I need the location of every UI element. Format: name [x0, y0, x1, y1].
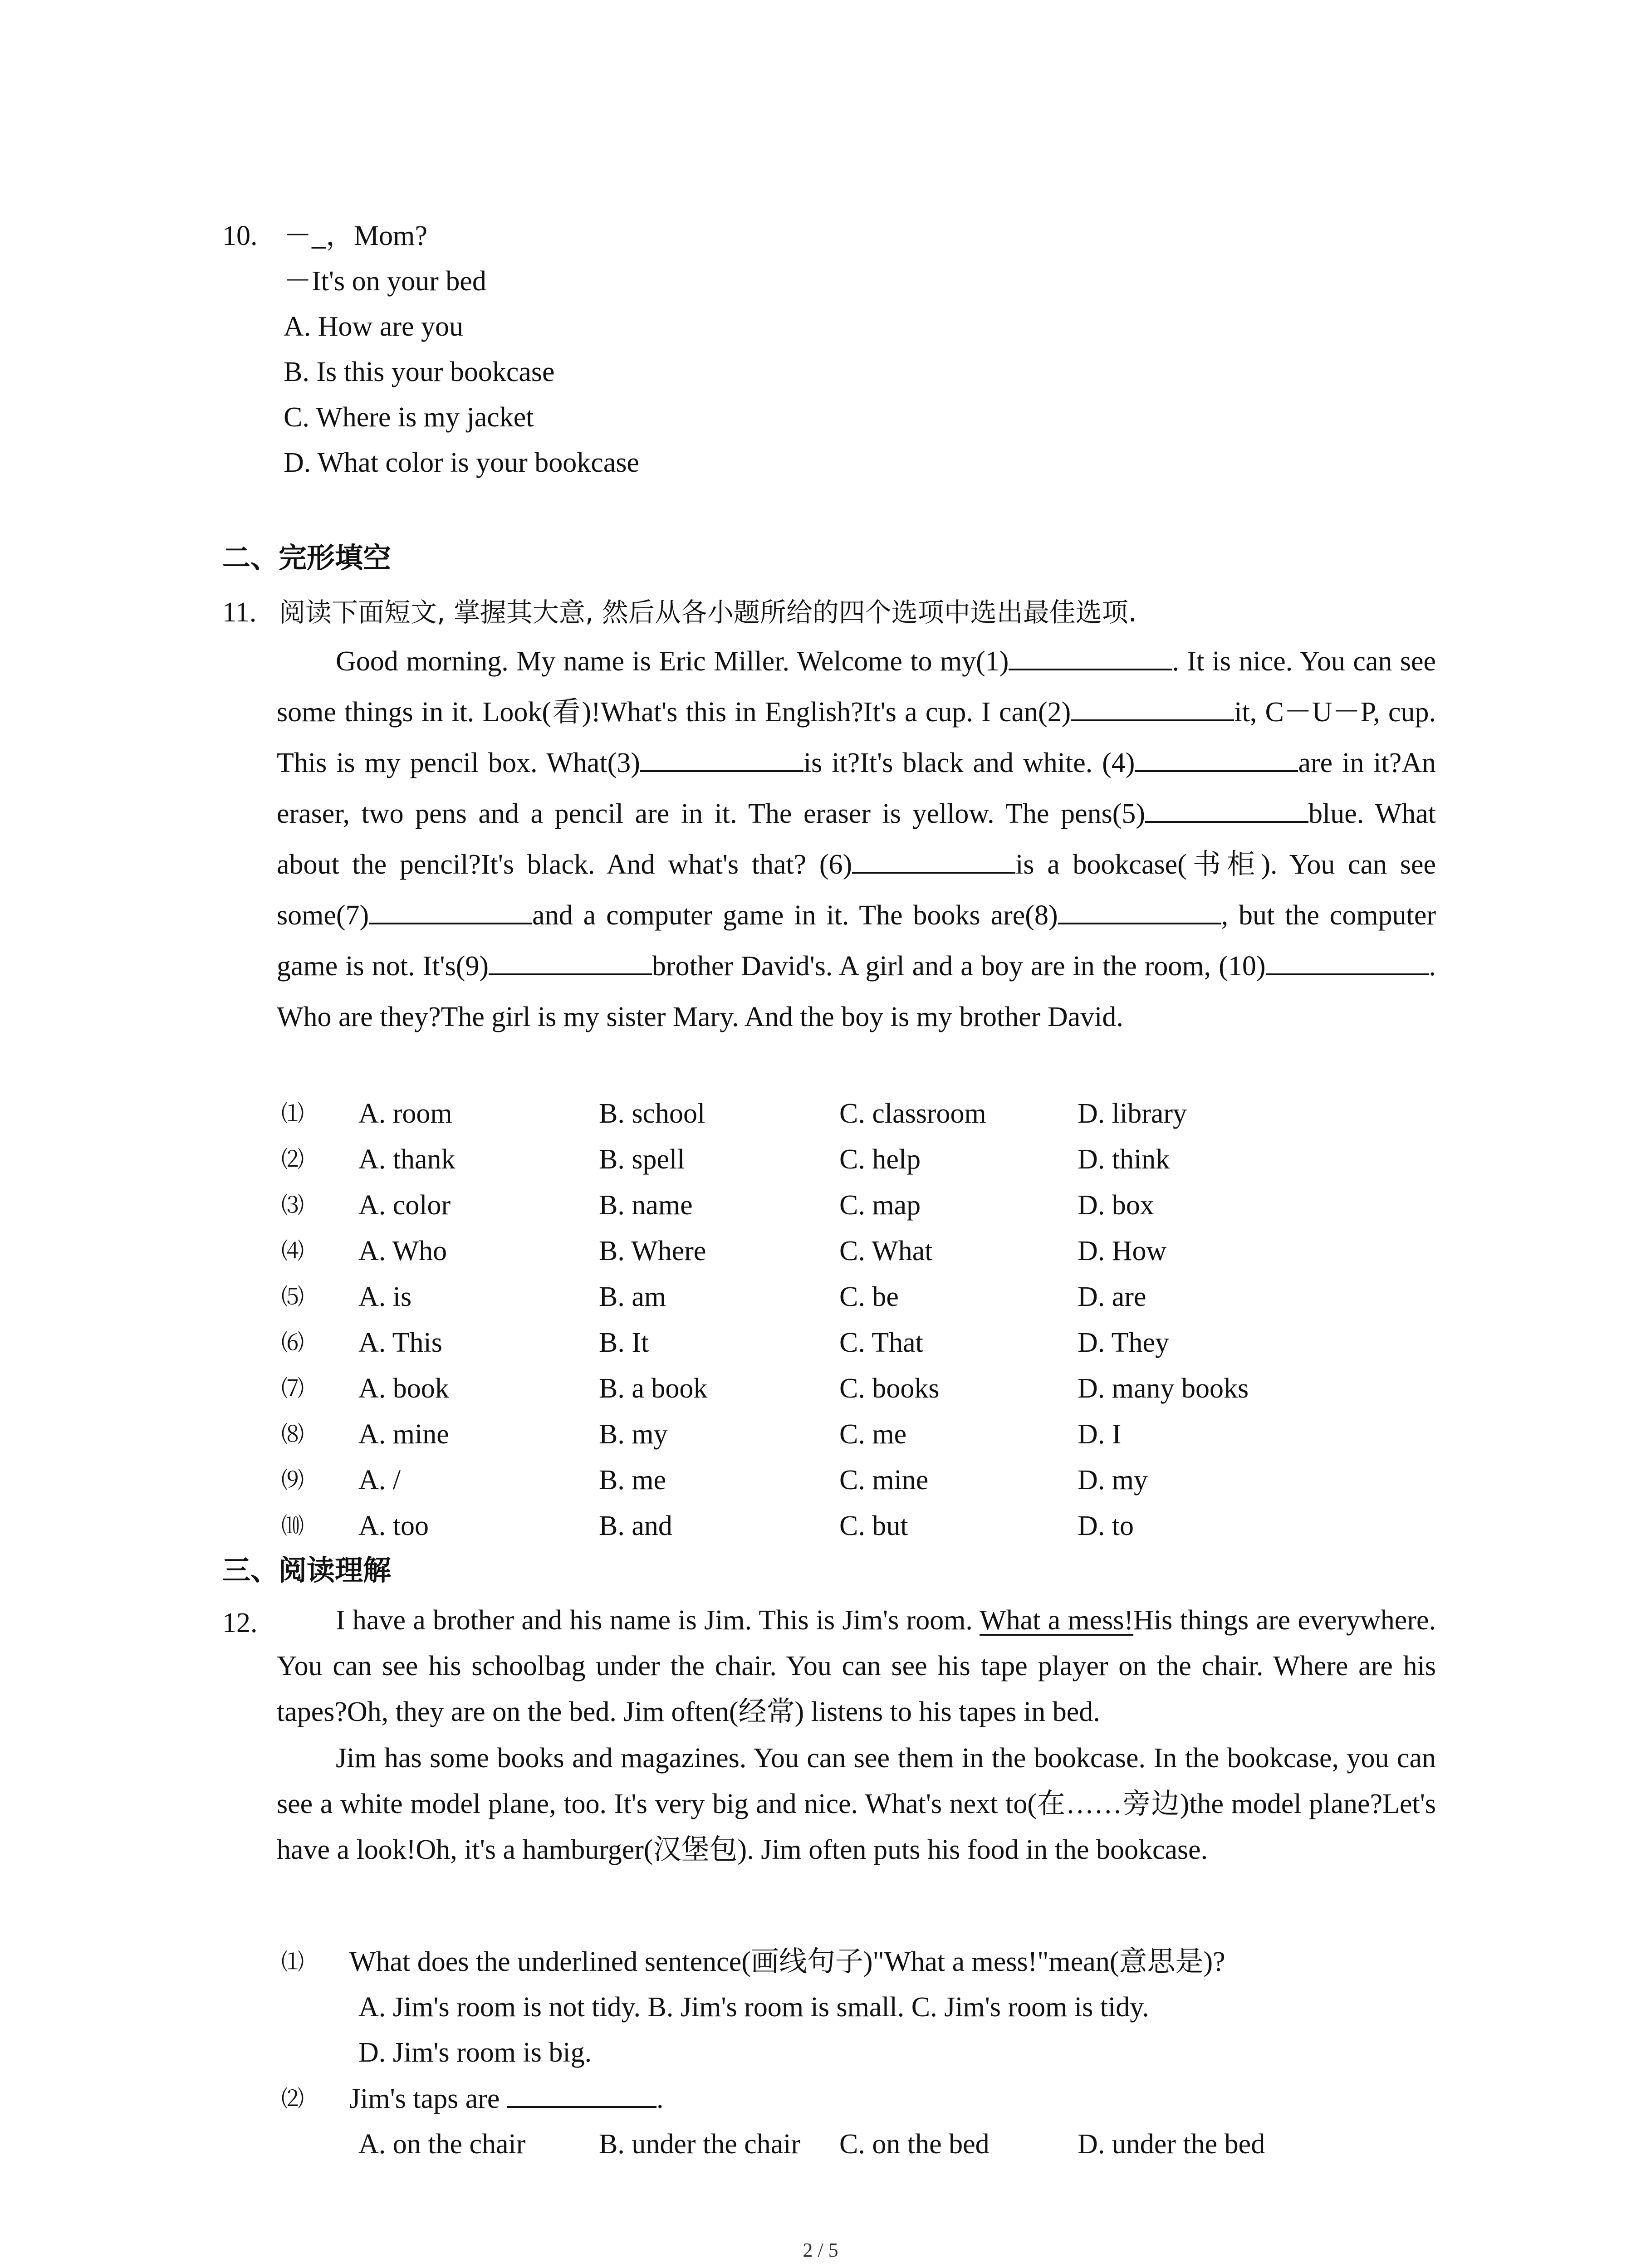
choice-row — [281, 1457, 1461, 1503]
answer-blank — [507, 2078, 656, 2108]
passage-text: , but the computer game is not. It's(9) — [277, 900, 1436, 982]
choice-option-d: D. think — [1078, 1144, 1170, 1175]
choice-row — [281, 1228, 1461, 1274]
sub-question-stem: What does the underlined sentence(画线句子)"What a mess!"mean(意思是)? — [349, 1946, 1225, 1977]
passage-text: is a bookcase(书柜). You can see some(7) — [277, 849, 1436, 931]
choice-option-b: B. and — [599, 1510, 672, 1541]
choice-option-d: D. my — [1078, 1465, 1148, 1496]
choice-option-b: B. It — [599, 1327, 649, 1358]
choice-option-a: A. This — [358, 1327, 442, 1358]
blank-4 — [1135, 742, 1298, 772]
page-number: 2 / 5 — [803, 2239, 838, 2261]
sub-question-options: D. Jim's room is big. — [358, 2037, 592, 2068]
section-heading-cloze: 二、完形填空 — [222, 541, 392, 574]
choice-number: ⑻ — [281, 1421, 304, 1447]
stem-text: . — [656, 2083, 664, 2114]
blank-6 — [852, 844, 1015, 874]
blank-5 — [1145, 793, 1308, 823]
section-heading-reading: 三、阅读理解 — [222, 1554, 392, 1587]
choice-option-d: D. They — [1078, 1327, 1170, 1358]
choice-option-d: D. to — [1078, 1510, 1134, 1541]
choice-option-a: A. thank — [358, 1144, 456, 1175]
choice-option-a: A. is — [358, 1281, 412, 1312]
reading-paragraph-1 — [277, 1598, 1436, 1735]
option-c: C. Where is my jacket — [284, 402, 534, 433]
instruction: 阅读下面短文, 掌握其大意, 然后从各小题所给的四个选项中选出最佳选项. — [279, 597, 1137, 628]
choice-number: ⑷ — [281, 1238, 304, 1264]
question-stem: －_，Mom? — [284, 220, 427, 251]
choice-option-d: D. box — [1078, 1190, 1154, 1221]
option-c: C. on the bed — [839, 2129, 989, 2160]
passage-text: and a computer game in it. The books are(8) — [532, 900, 1058, 931]
choice-number: ⑶ — [281, 1192, 304, 1218]
sub-question-2 — [281, 2076, 1461, 2121]
choice-row — [281, 1274, 1461, 1320]
question-number: 11. — [222, 597, 257, 628]
choice-option-c: C. books — [839, 1373, 940, 1404]
choice-row — [281, 1366, 1461, 1411]
choice-option-b: B. spell — [599, 1144, 685, 1175]
choice-option-b: B. a book — [599, 1373, 708, 1404]
sub-question-options: A. Jim's room is not tidy. B. Jim's room is small. C. Jim's room is tidy. — [358, 1992, 1149, 2023]
choice-row — [281, 1503, 1461, 1549]
choice-option-c: C. me — [839, 1419, 907, 1450]
choice-option-c: C. but — [839, 1510, 908, 1541]
passage-text: is it?It's black and white. (4) — [803, 748, 1135, 778]
choice-option-c: C. classroom — [839, 1098, 986, 1129]
choice-option-b: B. Where — [599, 1236, 706, 1266]
blank-7 — [369, 894, 532, 924]
passage-text: are in it?An eraser, two pens and a pencil are in it. The eraser is yellow. The pens(5) — [277, 748, 1436, 829]
choice-number: ⑵ — [281, 1146, 304, 1173]
choice-row — [281, 1183, 1461, 1228]
option-b: B. under the chair — [599, 2129, 801, 2160]
choice-option-a: A. mine — [358, 1419, 449, 1450]
choice-option-a: A. too — [358, 1510, 429, 1541]
sub-question-2-options — [358, 2121, 1447, 2167]
choice-option-c: C. mine — [839, 1465, 929, 1496]
choice-row — [281, 1412, 1461, 1457]
choice-option-d: D. many books — [1078, 1373, 1249, 1404]
choice-row — [281, 1091, 1461, 1136]
option-a: A. How are you — [284, 311, 464, 342]
passage-text: . Who are they?The girl is my sister Mary. And the boy is my brother David. — [277, 951, 1436, 1032]
blank-8 — [1058, 894, 1221, 924]
choice-row — [281, 1320, 1461, 1365]
passage-text: it, C－U－P, cup. This is my pencil box. What(3) — [277, 697, 1436, 778]
choice-option-d: D. library — [1078, 1098, 1187, 1129]
choice-option-c: C. help — [839, 1144, 921, 1175]
sub-question-1 — [281, 1939, 1461, 1984]
blank-1 — [1009, 640, 1172, 670]
choice-option-a: A. book — [358, 1373, 449, 1404]
choice-option-d: D. I — [1078, 1419, 1122, 1450]
reading-paragraph-2: Jim has some books and magazines. You can see them in the bookcase. In the bookcase, you can see a white model plane, too. It's very big and nice. What's next to(在……旁边)the model plane?Let's have a look!Oh, it's a hamburger(汉堡包). Jim often puts his food in the bookcase. — [277, 1743, 1436, 1865]
passage-text: His things are everywhere. You can see his schoolbag under the chair. You can see his tape player on the chair. Where are his tapes?Oh, they are on the bed. Jim often(经常) listens to his tapes in bed. — [277, 1605, 1436, 1727]
choice-option-b: B. me — [599, 1465, 666, 1496]
choice-option-a: A. Who — [358, 1236, 447, 1266]
choice-option-b: B. my — [599, 1419, 668, 1450]
choice-option-c: C. map — [839, 1190, 921, 1221]
choice-option-a: A. / — [358, 1465, 401, 1496]
question-number: 10. — [222, 220, 258, 251]
choice-number: ⑴ — [281, 1100, 304, 1127]
sub-question-stem — [349, 2076, 663, 2121]
sub-question-number: ⑴ — [281, 1949, 304, 1975]
dialogue-answer: －It's on your bed — [284, 266, 486, 297]
blank-3 — [640, 742, 803, 772]
passage-text: blue. What about the pencil?It's black. And what's that? (6) — [277, 798, 1436, 880]
passage-text: . It is nice. You can see some things in it. Look(看)!What's this in English?It's a cup. I can(2) — [277, 646, 1436, 728]
choice-option-a: A. color — [358, 1190, 451, 1221]
sub-question-number: ⑵ — [281, 2086, 304, 2112]
stem-text: Jim's taps are — [349, 2083, 507, 2114]
choice-number: ⑼ — [281, 1467, 304, 1493]
choice-option-c: C. be — [839, 1281, 899, 1312]
choice-option-b: B. school — [599, 1098, 705, 1129]
passage-text: I have a brother and his name is Jim. This is Jim's room. — [336, 1605, 980, 1636]
choice-option-d: D. are — [1078, 1281, 1146, 1312]
blank-2 — [1071, 691, 1234, 721]
choice-number: ⑺ — [281, 1375, 304, 1402]
option-d: D. What color is your bookcase — [284, 447, 639, 478]
choice-option-b: B. name — [599, 1190, 693, 1221]
blank-9 — [489, 945, 652, 975]
blank-10 — [1266, 945, 1429, 975]
passage-text: Good morning. My name is Eric Miller. Welcome to my(1) — [336, 646, 1009, 677]
option-b: B. Is this your bookcase — [284, 357, 555, 387]
choice-number: ⑸ — [281, 1284, 304, 1310]
choice-number: ⑹ — [281, 1330, 304, 1356]
passage-text: brother David's. A girl and a boy are in the room, (10) — [652, 951, 1266, 982]
choice-row — [281, 1137, 1461, 1182]
underlined-sentence: What a mess! — [980, 1605, 1134, 1636]
question-number: 12. — [222, 1608, 258, 1638]
choice-option-c: C. What — [839, 1236, 933, 1266]
option-a: A. on the chair — [358, 2129, 526, 2160]
cloze-passage — [277, 636, 1436, 1042]
choice-option-a: A. room — [358, 1098, 452, 1129]
choice-option-d: D. How — [1078, 1236, 1167, 1266]
option-d: D. under the bed — [1078, 2129, 1265, 2160]
choice-number: ⑽ — [281, 1513, 304, 1539]
choice-option-b: B. am — [599, 1281, 666, 1312]
choice-option-c: C. That — [839, 1327, 923, 1358]
